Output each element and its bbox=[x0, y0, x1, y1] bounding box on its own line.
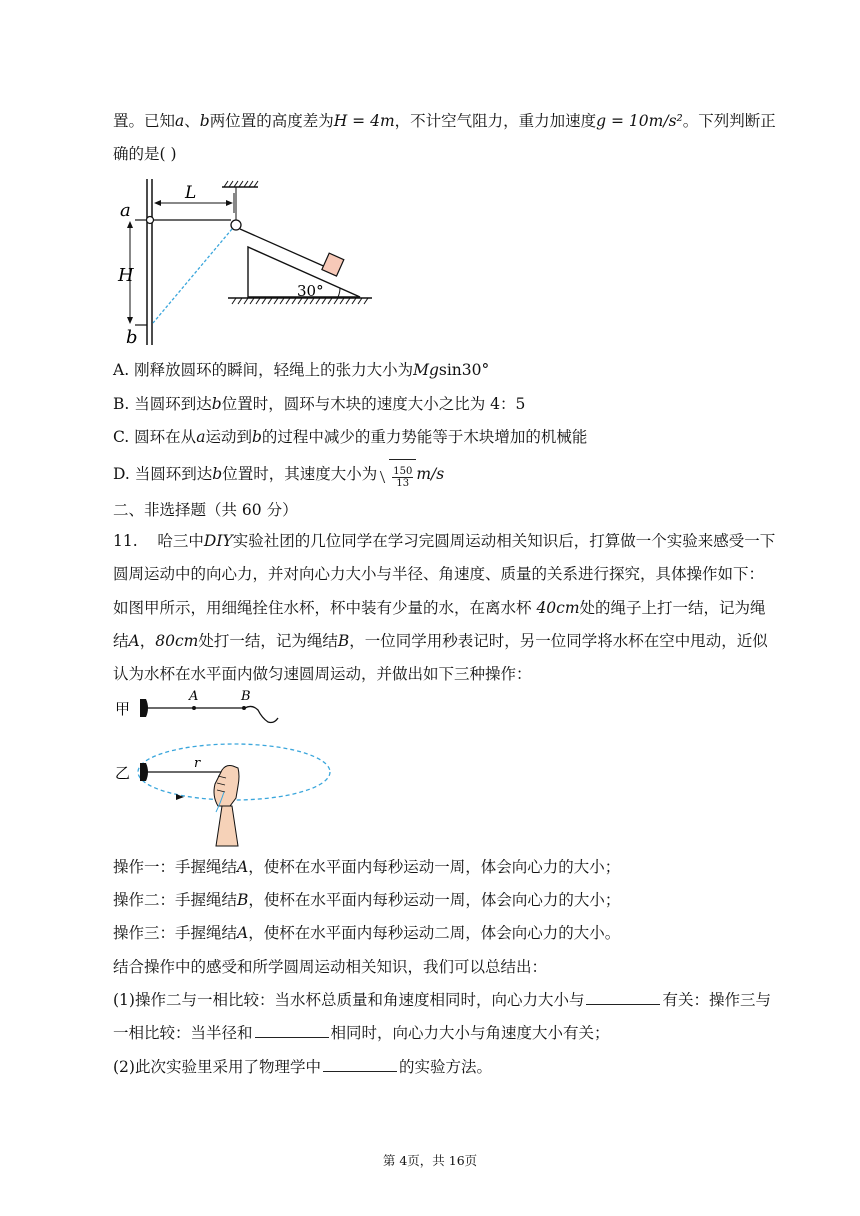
q10-stem-line1 bbox=[113, 110, 776, 132]
q11-summary: 结合操作中的感受和所学圆周运动相关知识，我们可以总结出： bbox=[113, 958, 548, 976]
wood-block bbox=[322, 253, 344, 276]
q10-figure bbox=[110, 175, 390, 350]
option-label: C. bbox=[113, 428, 130, 446]
math: A bbox=[237, 858, 249, 876]
math: A bbox=[128, 632, 140, 650]
math: b bbox=[199, 112, 210, 130]
text: ，不计空气阻力，重力加速度 bbox=[394, 112, 597, 130]
option-label: D. bbox=[113, 465, 130, 483]
fraction-denominator: 13 bbox=[396, 477, 410, 489]
q10-option-b bbox=[113, 393, 525, 415]
hand bbox=[214, 766, 239, 847]
math: g = 10m/s² bbox=[596, 112, 683, 130]
math: b bbox=[251, 428, 262, 446]
q11-part2 bbox=[113, 1056, 492, 1078]
text: ， bbox=[139, 632, 156, 650]
math: B bbox=[337, 632, 350, 650]
text: (1)操作二与一相比较：当水杯总质量和角速度相同时，向心力大小与 bbox=[113, 991, 585, 1009]
math: A bbox=[237, 924, 249, 942]
unit: m/s bbox=[416, 465, 445, 483]
page-footer: 第 4页，共 16页 bbox=[382, 1153, 478, 1168]
option-label: A. bbox=[113, 361, 130, 379]
text: 如图甲所示，用细绳拴住水杯，杯中装有少量的水，在离水杯 bbox=[113, 599, 537, 617]
text: 、 bbox=[184, 112, 200, 130]
math: H = 4m bbox=[333, 112, 395, 130]
answer-blank-1[interactable] bbox=[586, 990, 660, 1005]
q11-figure bbox=[112, 688, 342, 850]
label-a: a bbox=[120, 200, 131, 221]
label-jia: 甲 bbox=[115, 700, 131, 718]
text: sin30° bbox=[438, 361, 490, 379]
q10-option-a bbox=[113, 359, 489, 381]
label-l: L bbox=[185, 183, 197, 203]
knot-a bbox=[192, 706, 196, 710]
q10-stem-line2: 确的是( ) bbox=[113, 145, 177, 163]
text: 处的绳子上打一结，记为绳 bbox=[579, 599, 766, 617]
answer-blank-2[interactable] bbox=[255, 1023, 329, 1038]
q11-part1-line1 bbox=[113, 989, 771, 1011]
math: Mg bbox=[413, 361, 439, 379]
math: b bbox=[212, 465, 223, 483]
math: 80cm bbox=[155, 632, 199, 650]
text: 哈三中 bbox=[157, 532, 204, 550]
label-knot-b: B bbox=[241, 689, 251, 704]
text: 处打一结，记为绳结 bbox=[198, 632, 338, 650]
text: ，使杯在水平面内每秒运动二周，体会向心力的大小。 bbox=[248, 924, 621, 942]
string-end bbox=[245, 706, 278, 722]
text: ，使杯在水平面内每秒运动一周，体会向心力的大小； bbox=[248, 858, 621, 876]
sqrt-expression bbox=[377, 459, 416, 491]
label-h: H bbox=[118, 265, 134, 286]
math: b bbox=[211, 395, 222, 413]
text: ，使杯在水平面内每秒运动一周，体会向心力的大小； bbox=[248, 891, 621, 909]
text: 相同时，向心力大小与角速度大小有关； bbox=[330, 1024, 610, 1042]
text: ，一位同学用秒表记时，另一位同学将水杯在空中甩动，近似 bbox=[349, 632, 768, 650]
text: 运动到 bbox=[205, 428, 252, 446]
q11-line5: 认为水杯在水平面内做匀速圆周运动，并做出如下三种操作： bbox=[113, 665, 532, 683]
label-yi: 乙 bbox=[115, 764, 131, 782]
q11-line1 bbox=[113, 530, 775, 552]
q11-line2: 圆周运动中的向心力，并对向心力大小与半径、角速度、质量的关系进行探究，具体操作如下： bbox=[113, 565, 765, 583]
option-label: B. bbox=[113, 395, 130, 413]
math: 40cm bbox=[536, 599, 580, 617]
q11-line4 bbox=[113, 630, 768, 652]
fraction-numerator: 150 bbox=[393, 465, 413, 477]
text: 当圆环到达 bbox=[134, 395, 212, 413]
label-r: r bbox=[194, 756, 201, 771]
q11-part1-line2 bbox=[113, 1022, 610, 1044]
q10-option-d bbox=[113, 459, 444, 491]
text: 操作三：手握绳结 bbox=[113, 924, 238, 942]
q11-op3 bbox=[113, 922, 620, 944]
ceiling-hatch bbox=[224, 181, 258, 187]
text: 位置时，其速度大小为 bbox=[222, 465, 378, 483]
math: B bbox=[237, 891, 249, 909]
q10-option-c bbox=[113, 426, 587, 448]
pulley bbox=[231, 220, 241, 230]
label-knot-a: A bbox=[189, 689, 199, 704]
l-arrow-right bbox=[226, 200, 233, 206]
q11-op2 bbox=[113, 889, 620, 911]
label-angle: 30° bbox=[297, 282, 324, 300]
text: 圆环在从 bbox=[134, 428, 197, 446]
text: 实验社团的几位同学在学习完圆周运动相关知识后，打算做一个实验来感受一下 bbox=[232, 532, 776, 550]
label-b: b bbox=[126, 327, 138, 348]
math: a bbox=[175, 112, 185, 130]
question-number: 11. bbox=[113, 532, 138, 550]
text: 一相比较：当半径和 bbox=[113, 1024, 253, 1042]
text: 操作一：手握绳结 bbox=[113, 858, 238, 876]
l-arrow-left bbox=[154, 200, 161, 206]
text: 的实验方法。 bbox=[398, 1058, 492, 1076]
text: 两位置的高度差为 bbox=[209, 112, 334, 130]
text: 有关：操作三与 bbox=[662, 991, 771, 1009]
text: 刚释放圆环的瞬间，轻绳上的张力大小为 bbox=[134, 361, 414, 379]
text: 位置时，圆环与木块的速度大小之比为 4：5 bbox=[221, 395, 526, 413]
text: 操作二：手握绳结 bbox=[113, 891, 238, 909]
text: 的过程中减少的重力势能等于木块增加的机械能 bbox=[261, 428, 588, 446]
q11-op1 bbox=[113, 856, 620, 878]
h-arrow-top bbox=[127, 221, 133, 228]
section-title: 二、非选择题（共 60 分） bbox=[113, 501, 298, 519]
text: 当圆环到达 bbox=[134, 465, 213, 483]
answer-blank-3[interactable] bbox=[323, 1057, 397, 1072]
h-arrow-bottom bbox=[127, 317, 133, 324]
math: DIY bbox=[203, 532, 233, 550]
ring-a bbox=[147, 217, 154, 224]
math: a bbox=[196, 428, 206, 446]
text: 置。已知 bbox=[113, 112, 176, 130]
text: 。下列判断正 bbox=[682, 112, 776, 130]
rope-dashed-to-b bbox=[153, 229, 232, 323]
text: 结 bbox=[113, 632, 129, 650]
text: (2)此次实验里采用了物理学中 bbox=[113, 1058, 321, 1076]
orbit-arrow bbox=[176, 794, 184, 800]
q11-line3 bbox=[113, 597, 766, 619]
